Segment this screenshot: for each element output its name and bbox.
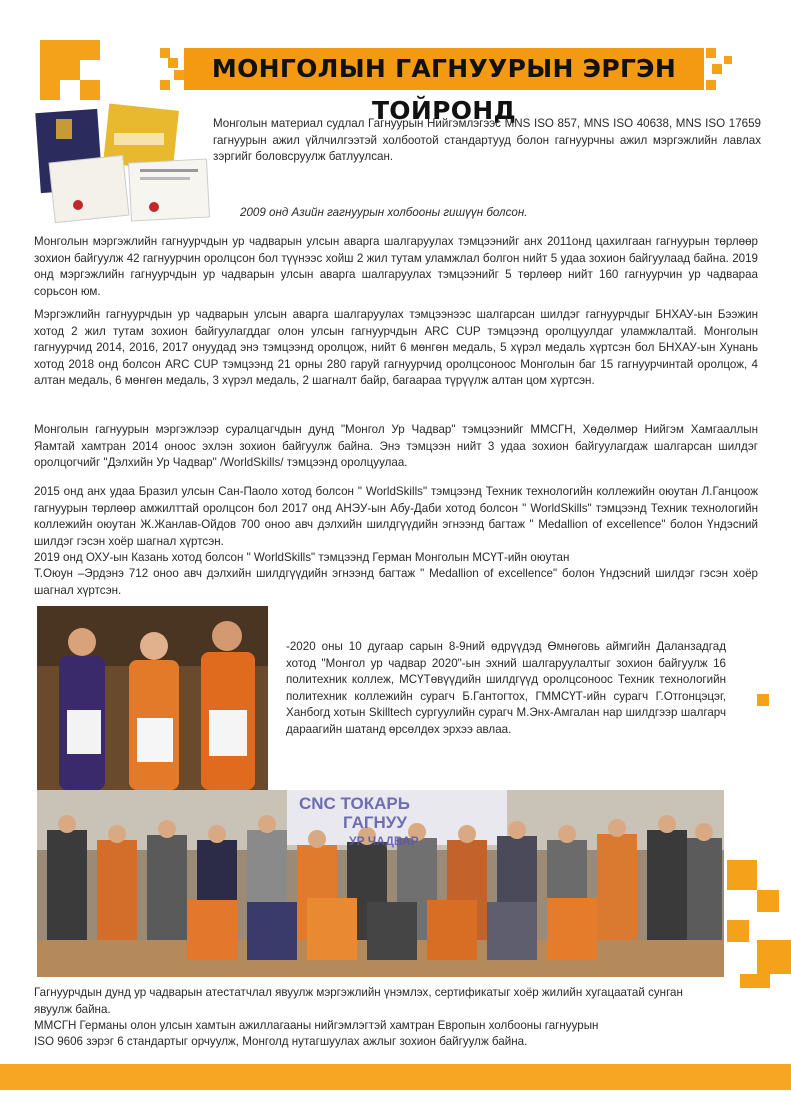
intro-text: Монголын материал судлал Гагнуурын Нийгэмлэгээс MNS ISO 857, MNS ISO 40638, MNS ISO 17659 гагнуурын ажил үйлчилгээтэй холбоотой стандартууд болон гагнуурчны ажил мэргэжлийн лавлах зэргийг боловсруулж батлуулсан. (213, 117, 761, 163)
footer-line-3: ISO 9606 зэрэг 6 стандартыг орчуулж, Монголд нутагшуулах ажлыг зохион байгуулж байна. (34, 1035, 528, 1048)
competition-2020-text: -2020 оны 10 дугаар сарын 8-9ний өдрүүдэд Өмнөговь аймгийн Даланзадгад хотод "Монгол ур чадвар 2020"-ын эхний шалгаруулалтыг зохион байгуулж 16 политехник коллеж, МСҮТөвүүдийн шилдгүүд оролцсоноос Техник технологийн политехник коллежийн сурагч Б.Гантогтох, ГММСҮТ-ийн сурагч Г.Отгонцэцэг, Ханбогд хотын Skilltech сургуулийн сурагч М.Энх-Амгалан нар шилдгээр шалгарч дараагийн шатанд өрсөлдөх эрхээ авлаа. (286, 640, 726, 736)
banner-line-1: CNC ТОКАРЬ (299, 794, 410, 813)
page-title: МОНГОЛЫН ГАГНУУРЫН ЭРГЭН ТОЙРОНД (184, 48, 704, 90)
paragraph-2: Мэргэжлийн гагнуурчдын ур чадварын улсын аварга шалгаруулах тэмцээнээс шалгарсан шилдэг гагнуурчдыг БНХАУ-ын Бээжин хотод 2 жил тутам зохион байгуулагддаг олон улсын гагнуурчдын ARC CUP тэмцээнд оролцуулдаг уламжлалтай. Монголын гагнуурчид 2014, 2016, 2017 онуудад энэ тэмцээнд оролцож, нийт 6 мөнгөн медаль, 5 хүрэл медаль хүртсэн бол БНХАУ-ын Хунань хотод 2018 онд болсон ARC CUP тэмцээнд 21 орны 280 гаруй гагнуурчид оролцсоноос Монголын баг 15 гагнуурчинтай оролцож, 4 алтан медаль, 6 мөнгөн медаль, 3 хүрэл медаль, 2 шагналт байр, багаараа түрүүлж алтан цом хүртсэн. (34, 308, 758, 387)
footer-line-2: ММСГН Германы олон улсын хамтын ажиллагааны нийгэмлэгтэй хамтран Европын холбооны гагнуурын (34, 1019, 599, 1032)
banner-line-3: УР ЧАДВАР (349, 834, 419, 848)
worldskills-2019-line1: 2019 онд ОХУ-ын Казань хотод болсон " WorldSkills" тэмцээнд Герман Монголын МСҮТ-ийн оюутан (34, 551, 570, 564)
banner-line-2: ГАГНУУ (343, 813, 407, 832)
footer-line-1: Гагнуурчдын дунд ур чадварын атестатчлал явуулж мэргэжлийн үнэмлэх, сертификатыг хоёр жилийн хугацаатай сунган явуулж байна. (34, 986, 683, 1016)
certificates-photo (34, 103, 212, 223)
bottom-accent-bar (0, 1064, 791, 1090)
worldskills-2015-2017: 2015 онд анх удаа Бразил улсын Сан-Паоло хотод болсон " WorldSkills" тэмцээнд Техник технологийн коллежийн оюутан Л.Ганцоож гагнуурын төрлөөр амжилттай оролцсон бол 2017 онд АНЭУ-ын Абу-Даби хотод болсон " WorldSkills" тэмцээнд Техник технологийн коллежийн оюутан Ж.Жанлав-Ойдов 700 оноо авч дэлхийн шилдгүүдийн эгнээнд багтаж " Medallion of excellence" болон Үндэсний шилдэг гэсэн хоёр шагнал хүртсэн. (34, 485, 758, 548)
banner-text (299, 794, 419, 851)
paragraph-1: Монголын мэргэжлийн гагнуурчдын ур чадварын улсын аварга шалгаруулах тэмцээнийг анх 2011онд цахилгаан гагнуурын төрлөөр зохион байгуулж 42 гагнуурчин оролцсон бол түүнээс хойш 2 жил тутам уламжлал болгон нийт 5 удаа зохион байгуулаад байна. 2019 онд мэргэжлийн гагнуурчдын ур чадварын улсын аварга шалгаруулах тэмцээнийг 5 төрлөөр нийт 160 гагнуурчин ур чадвараа сорьсон юм. (34, 235, 758, 298)
worldskills-2019-line2: Т.Оюун –Эрдэнэ 712 оноо авч дэлхийн шилдгүүдийн эгнээнд багтаж " Medallion of excellence" болон Үндэсний шилдэг гэсэн хоёр шагнал хүртсэн. (34, 567, 758, 597)
students-photo (37, 606, 268, 790)
decor-square-right (757, 694, 769, 706)
asia-membership-note: 2009 онд Азийн гагнуурын холбооны гишүүн болсон. (240, 206, 528, 219)
paragraph-3: Монголын гагнуурын мэргэжлээр суралцагчдын дунд "Монгол Ур Чадвар" тэмцээнийг ММСГН, Хөдөлмөр Нийгэм Хамгааллын Яамтай хамтран 2014 оноос эхлэн зохион байгуулж байна. Энэ тэмцээн нийт 3 удаа зохион байгуулагдаж шалгарсан шилдэг оролцогчийг "Дэлхийн Ур Чадвар" /WorldSkills/ тэмцээнд оролцуулаа. (34, 423, 758, 469)
group-photo (37, 790, 724, 977)
